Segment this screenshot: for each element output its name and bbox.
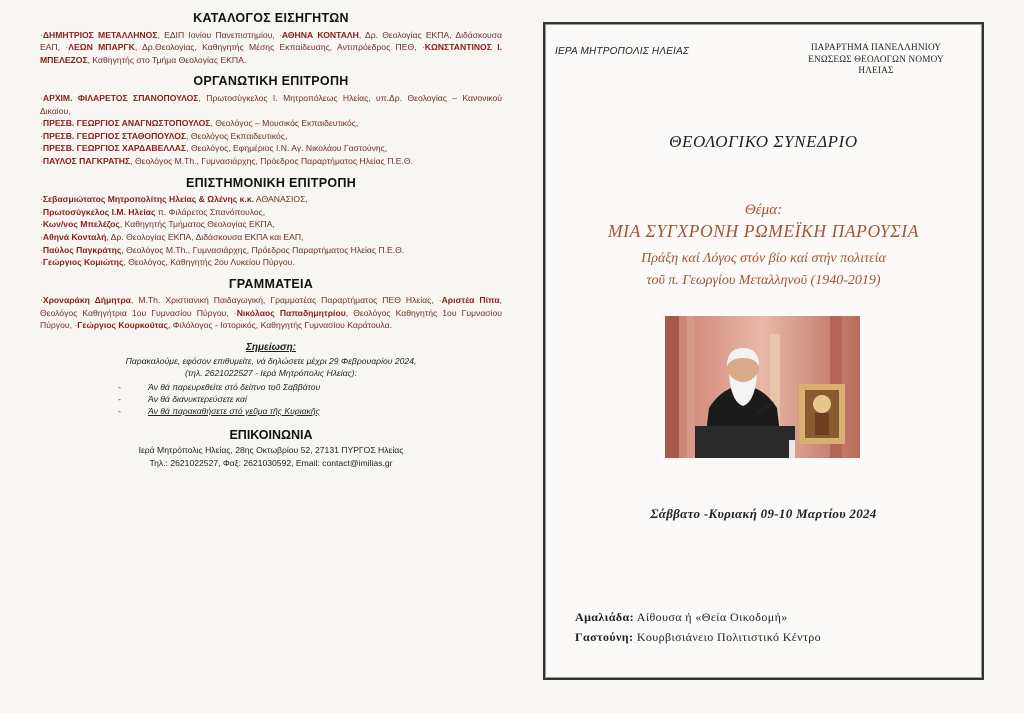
union-header bbox=[786, 42, 966, 77]
scientific-list bbox=[40, 193, 502, 269]
theme-subtitle-line: τοῦ π. Γεωργίου Μεταλληνοῦ (1940-2019) bbox=[646, 273, 881, 288]
note-list bbox=[40, 381, 502, 417]
venue-row bbox=[575, 627, 821, 647]
scientific-entry: ·Κων/νος Μπελέζος, Καθηγητής Τμήματος Θεολογίας ΕΚΠΑ, bbox=[40, 219, 275, 230]
right-page bbox=[543, 22, 984, 680]
speaker-entry: ·ΔΗΜΗΤΡΙΟΣ ΜΕΤΑΛΛΗΝΟΣ, ΕΔΙΠ Ιονίου Πανεπιστημίου, bbox=[40, 29, 280, 40]
venue-place: Κουρβισιάνειο Πολιτιστικό Κέντρο bbox=[636, 630, 822, 644]
note-text: Παρακαλούμε, εφόσον επιθυμείτε, νά δηλώσετε μέχρι 29 Φεβρουαρίου 2024, bbox=[125, 355, 417, 366]
theme-block bbox=[545, 202, 982, 292]
left-page bbox=[40, 12, 502, 469]
organizer-entry: ·ΠΑΥΛΟΣ ΠΑΓΚΡΑΤΗΣ, Θεολόγος Μ.Th., Γυμνασιάρχης, Πρόεδρος Παραρτήματος Ηλείας Π.Ε.Θ. bbox=[40, 155, 413, 166]
contact-block bbox=[40, 444, 502, 469]
union-header-line: ΗΛΕΙΑΣ bbox=[858, 65, 894, 75]
note-item: - Άν θά διανυκτερεύσετε καί bbox=[118, 393, 502, 405]
note-title: Σημείωση: bbox=[245, 342, 297, 354]
speaker-photo-image bbox=[665, 316, 860, 458]
scientific-entry: ·Σεβασμιώτατος Μητροπολίτης Ηλείας & Ωλένης κ.κ. ΑΘΑΝΑΣΙΟΣ, bbox=[40, 194, 308, 205]
note-block bbox=[40, 355, 502, 417]
note-item: - Άν θά παρευρεθείτε στό δείπνο τοῦ Σαββάτου bbox=[118, 381, 502, 393]
scientific-entry: ·Αθηνά Κονταλή, Δρ. Θεολογίας ΕΚΠΑ, Διδάσκουσα ΕΚΠΑ και ΕΑΠ, bbox=[40, 231, 304, 242]
conference-title: ΘΕΟΛΟΓΙΚΟ ΣΥΝΕΔΡΙΟ bbox=[669, 132, 858, 151]
speaker-entry: ·ΛΕΩΝ ΜΠΑΡΓΚ, Δρ.Θεολογίας, Καθηγητής Μέσης Εκπαίδευσης, Αντιπρόεδρος ΠΕΘ, bbox=[65, 42, 422, 53]
union-header-line: ΕΝΩΣΕΩΣ ΘΕΟΛΟΓΩΝ ΝΟΜΟΥ bbox=[808, 53, 944, 64]
secretariat-entry: ·Αριστέα Πίπα, Θεολόγος Καθηγήτρια 1ου Γυμνασίου Πύργου, bbox=[40, 295, 502, 318]
contact-title: ΕΠΙΚΟΙΝΩΝΙΑ bbox=[229, 427, 313, 442]
speaker-entry: ·ΑΘΗΝΑ ΚΟΝΤΑΛΗ, Δρ. Θεολογίας ΕΚΠΑ, Διδάσκουσα ΕΑΠ, bbox=[40, 29, 502, 53]
organizing-title: ΟΡΓΑΝΩΤΙΚΗ ΕΠΙΤΡΟΠΗ bbox=[193, 74, 349, 89]
contact-phone-email: Τηλ.: 2621022527, Φαξ: 2621030592, Email: contact@imilias.gr bbox=[149, 457, 393, 468]
organizer-entry: ·ΠΡΕΣΒ. ΓΕΩΡΓΙΟΣ ΣΤΑΘΟΠΟΥΛΟΣ, Θεολόγος Εκπαιδευτικός, bbox=[40, 130, 288, 141]
secretariat-list bbox=[40, 294, 502, 332]
union-header-line: ΠΑΡΑΡΤΗΜΑ ΠΑΝΕΛΛΗΝΙΟΥ bbox=[810, 42, 942, 52]
theme-title: ΜΙΑ ΣΥΓΧΡΟΝΗ ΡΩΜΕΪΚΗ ΠΑΡΟΥΣΙΑ bbox=[607, 221, 920, 241]
note-phone: (τηλ. 2621022527 - Ιερά Μητρόπολις Ηλείας): bbox=[185, 368, 357, 379]
scientific-entry: ·Παύλος Παγκράτης, Θεολόγος Μ.Th., Γυμνασιάρχης, Πρόεδρος Παραρτήματος Ηλείας Π.Ε.Θ. bbox=[40, 244, 405, 255]
venue-label: Αμαλιάδα: bbox=[575, 610, 635, 624]
speakers-title: ΚΑΤΑΛΟΓΟΣ ΕΙΣΗΓΗΤΩΝ bbox=[193, 11, 349, 25]
venue-place: Αίθουσα ή «Θεία Οικοδομή» bbox=[636, 610, 788, 624]
venue-label: Γαστούνη: bbox=[575, 630, 634, 644]
organizing-list bbox=[40, 92, 502, 168]
organizer-entry: ·ΠΡΕΣΒ. ΓΕΩΡΓΙΟΣ ΑΝΑΓΝΩΣΤΟΠΟΥΛΟΣ, Θεολόγος – Μουσικός Εκπαιδευτικός, bbox=[40, 118, 359, 129]
speaker-photo bbox=[665, 316, 860, 458]
contact-address: Ιερά Μητρόπολις Ηλείας, 28ης Οκτωβρίου 52, 27131 ΠΥΡΓΟΣ Ηλείας bbox=[138, 445, 404, 456]
secretariat-entry: ·Χροναράκη Δήμητρα, Μ.Th. Χριστιανική Παιδαγωγική, Γραμματέας Παραρτήματος ΠΕΘ Ηλείας, bbox=[40, 295, 439, 306]
scientific-entry: ·Πρωτοσύγκελος Ι.Μ. Ηλείας π. Φιλάρετος Σπανόπουλος, bbox=[40, 206, 266, 217]
note-item: - Άν θά παρακαθήσετε στό γεῦμα τῆς Κυριακῆς bbox=[118, 405, 502, 417]
event-date: Σάββατο -Κυριακή 09-10 Μαρτίου 2024 bbox=[650, 506, 877, 521]
theme-label: Θέμα: bbox=[744, 202, 783, 218]
secretariat-entry: ·Νικόλαος Παπαδημητρίου, Θεολόγος Καθηγητής 1ου Γυμνασίου Πύργου, bbox=[40, 307, 502, 331]
organizer-entry: ·ΑΡΧΙΜ. ΦΙΛΑΡΕΤΟΣ ΣΠΑΝΟΠΟΥΛΟΣ, Πρωτοσύγκελος Ι. Μητροπόλεως Ηλείας, υπ.Δρ. Θεολογίας – Κανονικού Δικαίου, bbox=[40, 92, 502, 116]
organizer-entry: ·ΠΡΕΣΒ. ΓΕΩΡΓΙΟΣ ΧΑΡΔΑΒΕΛΛΑΣ, Θεολόγος, Εφημέριος Ι.Ν. Αγ. Νικολάου Γαστούνης, bbox=[40, 143, 388, 154]
metropolis-header: ΙΕΡΑ ΜΗΤΡΟΠΟΛΙΣ ΗΛΕΙΑΣ bbox=[555, 46, 690, 57]
theme-subtitle bbox=[545, 248, 982, 292]
venue-row bbox=[575, 607, 821, 627]
venues bbox=[575, 607, 821, 647]
speaker-entry: ·ΚΩΝΣΤΑΝΤΙΝΟΣ Ι. ΜΠΕΛΕΖΟΣ, Καθηγητής στο Τμήμα Θεολογίας ΕΚΠΑ. bbox=[40, 42, 502, 65]
scientific-title: ΕΠΙΣΤΗΜΟΝΙΚΗ ΕΠΙΤΡΟΠΗ bbox=[185, 175, 357, 190]
speakers-list bbox=[40, 29, 502, 67]
scientific-entry: ·Γεώργιος Κομιώτης, Θεολόγος, Καθηγητής 2ου Λυκείου Πύργου. bbox=[40, 257, 295, 268]
theme-subtitle-line: Πράξη καί Λόγος στόν βίο καί στήν πολιτεία bbox=[641, 251, 886, 266]
secretariat-title: ΓΡΑΜΜΑΤΕΙΑ bbox=[228, 276, 314, 291]
secretariat-entry: ·Γεώργιος Κουρκούτας, Φιλόλογος - Ιστορικός, Καθηγητής Γυμνασίου Καράτουλα. bbox=[74, 320, 392, 331]
